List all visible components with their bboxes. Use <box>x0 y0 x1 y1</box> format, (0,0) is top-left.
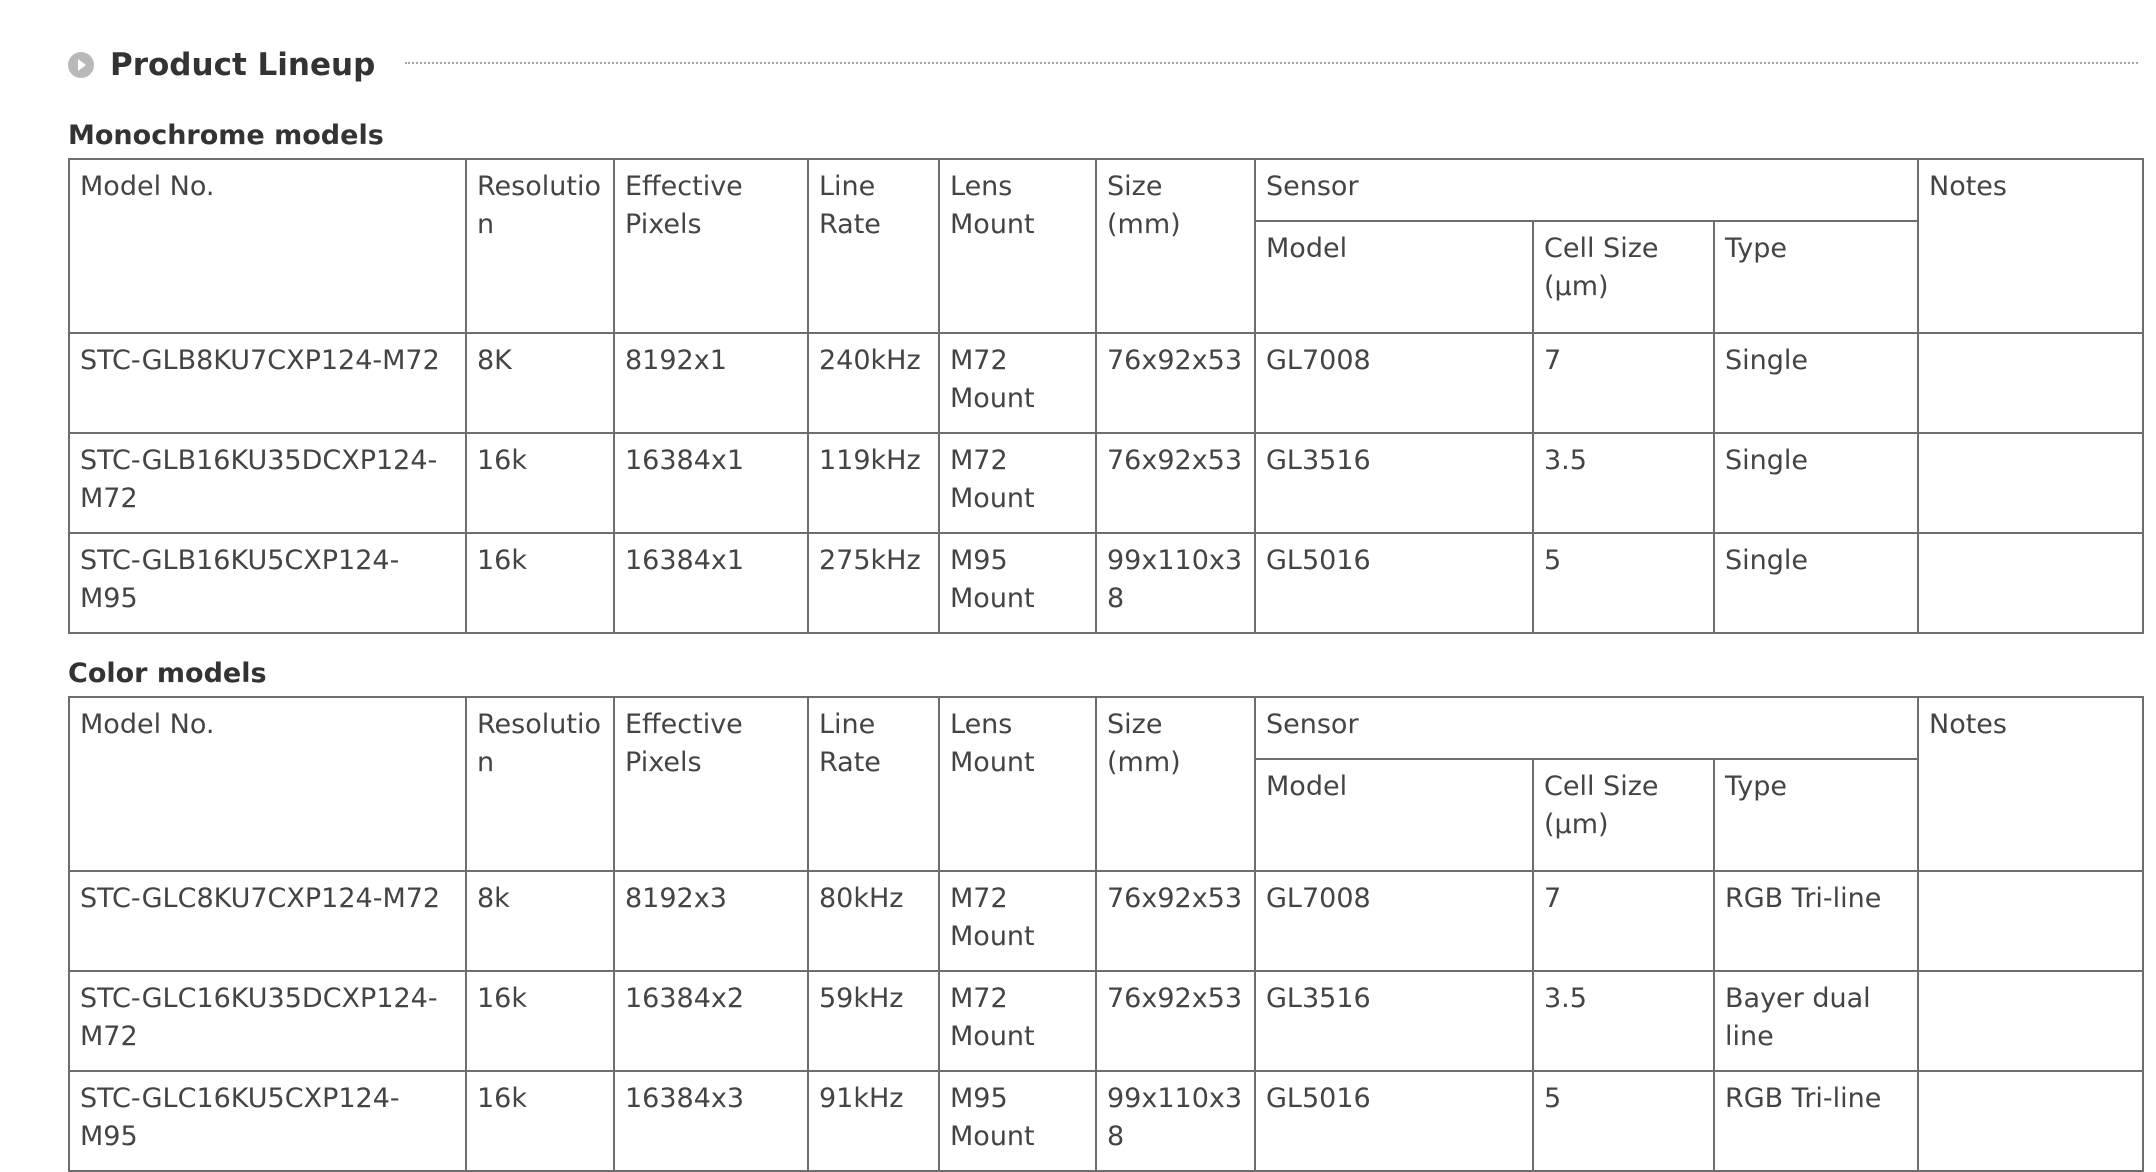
section-header <box>68 44 2138 86</box>
cell-notes <box>1918 533 2143 633</box>
cell-type: RGB Tri-line <box>1714 1071 1918 1171</box>
header-effective-pixels: Effective Pixels <box>614 159 808 333</box>
header-size: Size (mm) <box>1096 159 1255 333</box>
dotted-divider <box>405 62 2138 64</box>
table-row <box>69 871 2143 971</box>
cell-notes <box>1918 1071 2143 1171</box>
color-table <box>68 696 2144 1172</box>
cell-effective-pixels: 8192x3 <box>614 871 808 971</box>
color-title: Color models <box>68 658 267 689</box>
section-title: Product Lineup <box>110 47 376 83</box>
cell-lens-mount: M95 Mount <box>939 1071 1096 1171</box>
header-resolution: Resolution <box>466 697 614 871</box>
cell-effective-pixels: 8192x1 <box>614 333 808 433</box>
header-effective-pixels: Effective Pixels <box>614 697 808 871</box>
cell-resolution: 16k <box>466 971 614 1071</box>
header-line-rate: Line Rate <box>808 697 939 871</box>
header-model-no: Model No. <box>69 697 466 871</box>
cell-size: 76x92x53 <box>1096 333 1255 433</box>
cell-model-no: STC-GLC8KU7CXP124-M72 <box>69 871 466 971</box>
cell-resolution: 16k <box>466 433 614 533</box>
cell-lens-mount: M72 Mount <box>939 333 1096 433</box>
cell-notes <box>1918 971 2143 1071</box>
table-row <box>69 333 2143 433</box>
cell-size: 76x92x53 <box>1096 971 1255 1071</box>
cell-resolution: 8k <box>466 871 614 971</box>
header-lens-mount: Lens Mount <box>939 159 1096 333</box>
cell-effective-pixels: 16384x2 <box>614 971 808 1071</box>
table-row <box>69 533 2143 633</box>
monochrome-title: Monochrome models <box>68 120 384 151</box>
cell-cell-size: 7 <box>1533 333 1714 433</box>
cell-line-rate: 59kHz <box>808 971 939 1071</box>
cell-size: 76x92x53 <box>1096 871 1255 971</box>
cell-type: Single <box>1714 333 1918 433</box>
header-lens-mount: Lens Mount <box>939 697 1096 871</box>
cell-sensor-model: GL5016 <box>1255 1071 1533 1171</box>
cell-model-no: STC-GLB16KU35DCXP124-M72 <box>69 433 466 533</box>
cell-lens-mount: M72 Mount <box>939 871 1096 971</box>
cell-sensor-model: GL5016 <box>1255 533 1533 633</box>
header-model-no: Model No. <box>69 159 466 333</box>
cell-sensor-model: GL3516 <box>1255 433 1533 533</box>
cell-type: Bayer dual line <box>1714 971 1918 1071</box>
cell-effective-pixels: 16384x1 <box>614 533 808 633</box>
header-sensor-model: Model <box>1255 221 1533 333</box>
table-row <box>69 1071 2143 1171</box>
table-row <box>69 433 2143 533</box>
header-type: Type <box>1714 759 1918 871</box>
cell-type: RGB Tri-line <box>1714 871 1918 971</box>
cell-notes <box>1918 333 2143 433</box>
cell-sensor-model: GL7008 <box>1255 333 1533 433</box>
cell-lens-mount: M95 Mount <box>939 533 1096 633</box>
cell-model-no: STC-GLC16KU5CXP124-M95 <box>69 1071 466 1171</box>
cell-effective-pixels: 16384x3 <box>614 1071 808 1171</box>
cell-sensor-model: GL3516 <box>1255 971 1533 1071</box>
cell-effective-pixels: 16384x1 <box>614 433 808 533</box>
header-sensor: Sensor <box>1255 697 1918 759</box>
cell-notes <box>1918 433 2143 533</box>
cell-size: 76x92x53 <box>1096 433 1255 533</box>
header-notes: Notes <box>1918 159 2143 333</box>
cell-model-no: STC-GLB8KU7CXP124-M72 <box>69 333 466 433</box>
table-row <box>69 971 2143 1071</box>
cell-cell-size: 3.5 <box>1533 971 1714 1071</box>
cell-sensor-model: GL7008 <box>1255 871 1533 971</box>
cell-size: 99x110x38 <box>1096 1071 1255 1171</box>
header-size: Size (mm) <box>1096 697 1255 871</box>
header-line-rate: Line Rate <box>808 159 939 333</box>
header-sensor: Sensor <box>1255 159 1918 221</box>
cell-lens-mount: M72 Mount <box>939 433 1096 533</box>
cell-cell-size: 3.5 <box>1533 433 1714 533</box>
cell-cell-size: 5 <box>1533 1071 1714 1171</box>
header-cell-size: Cell Size (μm) <box>1533 759 1714 871</box>
cell-cell-size: 7 <box>1533 871 1714 971</box>
header-notes: Notes <box>1918 697 2143 871</box>
cell-line-rate: 80kHz <box>808 871 939 971</box>
cell-model-no: STC-GLB16KU5CXP124-M95 <box>69 533 466 633</box>
cell-resolution: 16k <box>466 1071 614 1171</box>
circle-arrow-icon <box>68 52 94 78</box>
monochrome-table <box>68 158 2144 634</box>
cell-line-rate: 275kHz <box>808 533 939 633</box>
cell-line-rate: 240kHz <box>808 333 939 433</box>
cell-resolution: 8K <box>466 333 614 433</box>
cell-line-rate: 91kHz <box>808 1071 939 1171</box>
cell-line-rate: 119kHz <box>808 433 939 533</box>
header-resolution: Resolution <box>466 159 614 333</box>
cell-notes <box>1918 871 2143 971</box>
cell-type: Single <box>1714 433 1918 533</box>
cell-cell-size: 5 <box>1533 533 1714 633</box>
cell-lens-mount: M72 Mount <box>939 971 1096 1071</box>
cell-resolution: 16k <box>466 533 614 633</box>
header-type: Type <box>1714 221 1918 333</box>
cell-size: 99x110x38 <box>1096 533 1255 633</box>
cell-type: Single <box>1714 533 1918 633</box>
cell-model-no: STC-GLC16KU35DCXP124-M72 <box>69 971 466 1071</box>
header-cell-size: Cell Size (μm) <box>1533 221 1714 333</box>
header-sensor-model: Model <box>1255 759 1533 871</box>
